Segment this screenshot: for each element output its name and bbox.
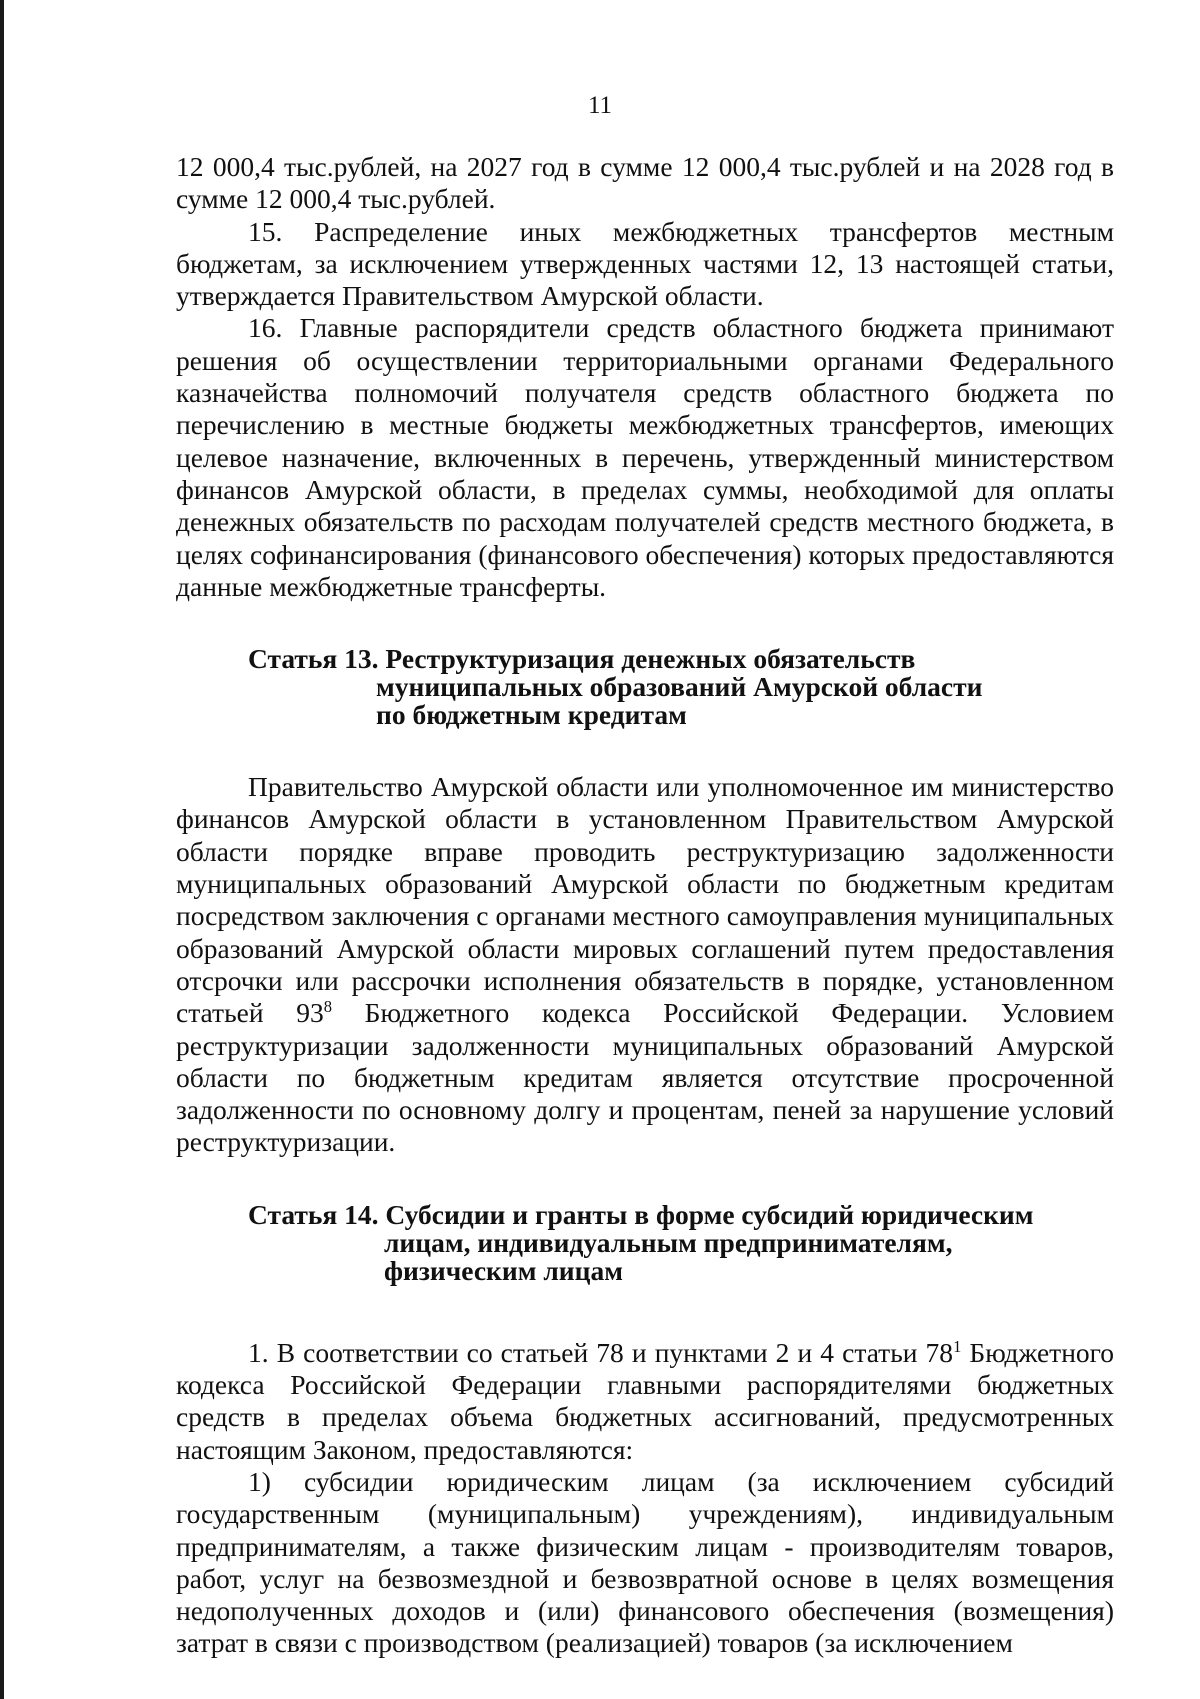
spacer bbox=[176, 1285, 1114, 1337]
article-14-superscript: 1 bbox=[953, 1336, 962, 1356]
article-13-heading-line2: муниципальных образований Амурской области bbox=[376, 671, 983, 703]
spacer bbox=[176, 1159, 1114, 1201]
page-number: 11 bbox=[587, 92, 613, 119]
spacer bbox=[176, 603, 1114, 645]
scan-edge bbox=[0, 0, 4, 1699]
article-14-item-1: 1) субсидии юридическим лицам (за исключением субсидий государственным (муниципальным) учреждениям), индивидуальным предпринимателям, а также физическим лицам - производителям товаров, работ, услуг на безвозмездной и безвозвратной основе в целях возмещения недополученных доходов и (или) финансового обеспечения (возмещения) затрат в связи с производством (реализацией) товаров (за исключением bbox=[176, 1465, 1114, 1659]
document-body bbox=[176, 151, 1114, 1660]
paragraph-continuation: 12 000,4 тыс.рублей, на 2027 год в сумме 12 000,4 тыс.рублей и на 2028 год в сумме 12 000,4 тыс.рублей. bbox=[176, 151, 1114, 215]
article-13-superscript: 8 bbox=[323, 997, 332, 1017]
paragraph-15: 15. Распределение иных межбюджетных трансфертов местным бюджетам, за исключением утвержденных частями 12, 13 настоящей статьи, утверждается Правительством Амурской области. bbox=[176, 215, 1114, 312]
spacer bbox=[176, 729, 1114, 771]
article-14-p1-part2: Бюджетного кодекса Российской Федерации главными распорядителями бюджетных средств в пределах объема бюджетных ассигнований, предусмотренных настоящим Законом, предоставляются: bbox=[176, 1336, 1115, 1465]
article-13-heading-line1: Статья 13. Реструктуризация денежных обязательств bbox=[248, 643, 916, 675]
article-14-heading-line1: Статья 14. Субсидии и гранты в форме субсидий юридическим bbox=[248, 1198, 1034, 1230]
article-13-text bbox=[176, 771, 1114, 1159]
article-14-heading-line3: физическим лицам bbox=[384, 1254, 623, 1286]
article-14-heading bbox=[176, 1198, 1114, 1286]
article-14-paragraph-1 bbox=[176, 1337, 1114, 1466]
article-14-heading-line2: лицам, индивидуальным предпринимателям, bbox=[384, 1226, 953, 1258]
article-13-heading-line3: по бюджетным кредитам bbox=[376, 699, 687, 731]
article-13-text-part1: Правительство Амурской области или уполномоченное им министерство финансов Амурской области в установленном Правительством Амурской области порядке вправе проводить реструктуризацию задолженности муниципальных образований Амурской области по бюджетным кредитам посредством заключения с органами местного самоуправления муниципальных образований Амурской области мировых соглашений путем предоставления отсрочки или рассрочки исполнения обязательств в порядке, установленном статьей 93 bbox=[176, 771, 1114, 1029]
article-13-heading bbox=[176, 645, 1114, 729]
article-13-text-part2: Бюджетного кодекса Российской Федерации. Условием реструктуризации задолженности муниципальных образований Амурской области по бюджетным кредитам является отсутствие просроченной задолженности по основному долгу и процентам, пеней за нарушение условий реструктуризации. bbox=[176, 997, 1114, 1158]
article-14-p1-part1: 1. В соответствии со статьей 78 и пунктами 2 и 4 статьи 78 bbox=[248, 1336, 954, 1368]
paragraph-16: 16. Главные распорядители средств областного бюджета принимают решения об осуществлении территориальными органами Федерального казначейства полномочий получателя средств областного бюджета по перечислению в местные бюджеты межбюджетных трансфертов, имеющих целевое назначение, включенных в перечень, утвержденный министерством финансов Амурской области, в пределах суммы, необходимой для оплаты денежных обязательств по расходам получателей средств местного бюджета, в целях софинансирования (финансового обеспечения) которых предоставляются данные межбюджетные трансферты. bbox=[176, 312, 1114, 602]
